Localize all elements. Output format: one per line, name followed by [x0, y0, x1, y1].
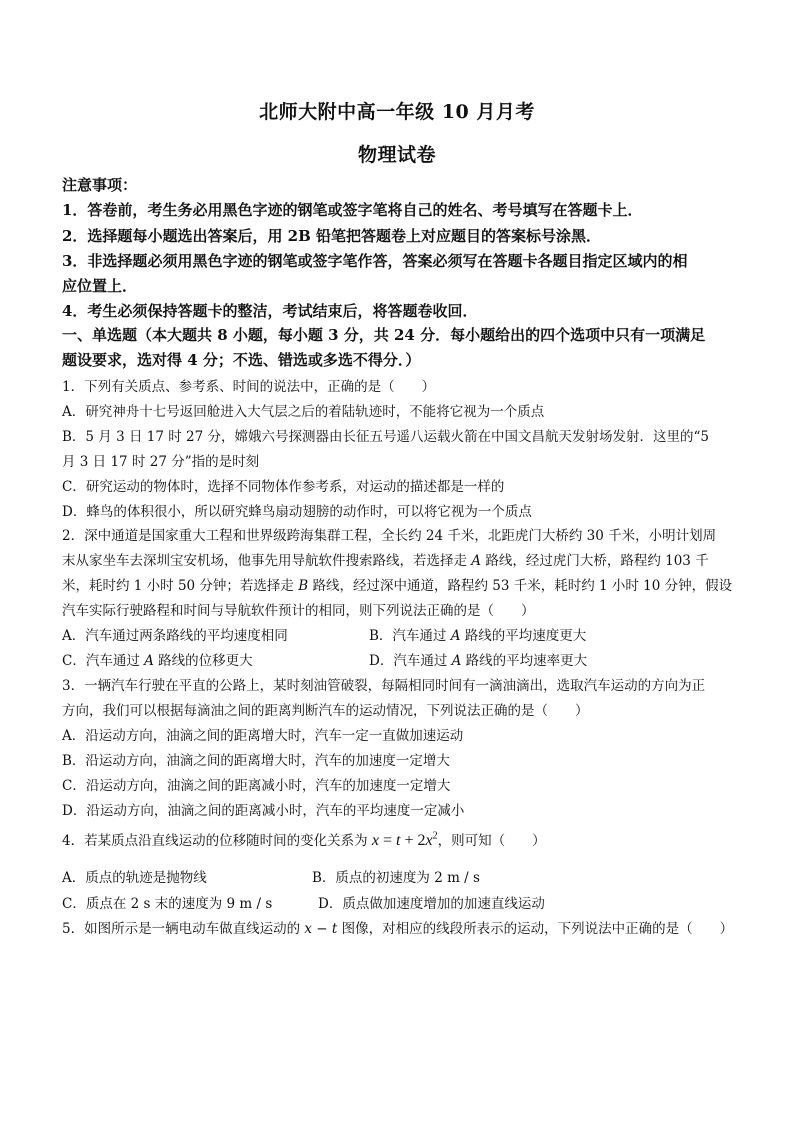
q2-stem-line1: 2．深中通道是国家重大工程和世界级跨海集群工程，全长约 24 千米，北距虎门大桥约 30 千米，小明计划周 [62, 528, 717, 544]
q2-stem-line4: 汽车实际行驶路程和时间与导航软件预计的相同，则下列说法正确的是（ ） [62, 603, 535, 619]
q3-stem-line1: 3．一辆汽车行驶在平直的公路上，某时刻油管破裂，每隔相同时间有一滴油滴出，选取汽车运动的方向为正 [62, 678, 706, 694]
q2-option-a: A．汽车通过两条路线的平均速度相同 [62, 628, 288, 644]
note-item-1: 1．答卷前，考生务必用黑色字迹的钢笔或签字笔将自己的姓名、考号填写在答题卡上． [62, 201, 643, 219]
q3-option-d: D．沿运动方向，油滴之间的距离减小时，汽车的平均速度一定减小 [62, 803, 465, 819]
q1-option-d: D．蜂鸟的体积很小，所以研究蜂鸟扇动翅膀的动作时，可以将它视为一个质点 [62, 504, 532, 520]
exam-subtitle: 物理试卷 [357, 144, 436, 166]
exam-title: 北师大附中高一年级 10 月月考 [259, 101, 535, 123]
q4-stem: 4．若某质点沿直线运动的位移随时间的变化关系为 $x = t + 2x^2$，则可知（ ） [62, 830, 546, 849]
section-header: 一、单选题（本大题共 8 小题，每小题 3 分，共 24 分．每小题给出的四个选项中只有一项满足 [62, 326, 706, 344]
q4-option-b: B．质点的初速度为 2 m / s [312, 870, 480, 886]
q2-option-b: B．汽车通过 A 路线的平均速度更大 [369, 628, 587, 644]
q3-option-c: C．沿运动方向，油滴之间的距离减小时，汽车的加速度一定增大 [62, 778, 451, 794]
q4-option-c: C．质点在 2 s 末的速度为 9 m / s [62, 896, 273, 912]
q2-option-c: C．汽车通过 A 路线的位移更大 [62, 653, 253, 669]
note-item-3-cont: 应位置上． [62, 277, 138, 295]
q1-option-b-cont: 月 3 日 17 时 27 分”指的是时刻 [62, 454, 260, 470]
q4-equation: $x = t + 2x^2$ [371, 830, 438, 849]
notes-heading: 注意事项： [62, 176, 138, 194]
note-item-4: 4．考生必须保持答题卡的整洁，考试结束后，将答题卷收回． [62, 302, 478, 320]
q4-option-a: A．质点的轨迹是抛物线 [62, 870, 207, 886]
q2-option-d: D．汽车通过 A 路线的平均速率更大 [369, 653, 588, 669]
note-item-3: 3．非选择题必须用黑色字迹的钢笔或签字笔作答，答案必须写在答题卡各题目指定区域内的相 [62, 252, 688, 270]
q2-stem-line2: 末从家坐车去深圳宝安机场，他事先用导航软件搜索路线，若选择走 A 路线，经过虎门大桥，路程约 103 千 [62, 553, 709, 569]
q2-stem-line3: 米，耗时约 1 小时 50 分钟；若选择走 B 路线，经过深中通道，路程约 53 千米，耗时约 1 小时 10 分钟，假设 [62, 578, 733, 594]
q1-stem: 1．下列有关质点、参考系、时间的说法中，正确的是（ ） [62, 379, 436, 395]
note-item-2: 2．选择题每小题选出答案后，用 2B 铅笔把答题卷上对应题目的答案标号涂黑． [62, 227, 602, 245]
q3-option-a: A．沿运动方向，油滴之间的距离增大时，汽车一定一直做加速运动 [62, 728, 464, 744]
q3-option-b: B．沿运动方向，油滴之间的距离增大时，汽车的加速度一定增大 [62, 753, 450, 769]
q1-option-a: A．研究神舟十七号返回舱进入大气层之后的着陆轨迹时，不能将它视为一个质点 [62, 404, 545, 420]
q5-stem: 5．如图所示是一辆电动车做直线运动的 x − t 图像，对相应的线段所表示的运动，下列说法中正确的是（ ） [62, 921, 734, 937]
q4-option-d: D．质点做加速度增加的加速直线运动 [318, 896, 545, 912]
q1-option-b: B．5 月 3 日 17 时 27 分，嫦娥六号探测器由长征五号遥八运载火箭在中国文昌航天发射场发射．这里的“5 [62, 429, 709, 445]
section-header-cont: 题设要求，选对得 4 分；不选、错选或多选不得分．） [62, 351, 421, 369]
q3-stem-line2: 方向，我们可以根据每滴油之间的距离判断汽车的运动情况，下列说法正确的是（ ） [62, 703, 589, 719]
q1-option-c: C．研究运动的物体时，选择不同物体作参考系，对运动的描述都是一样的 [62, 479, 505, 495]
